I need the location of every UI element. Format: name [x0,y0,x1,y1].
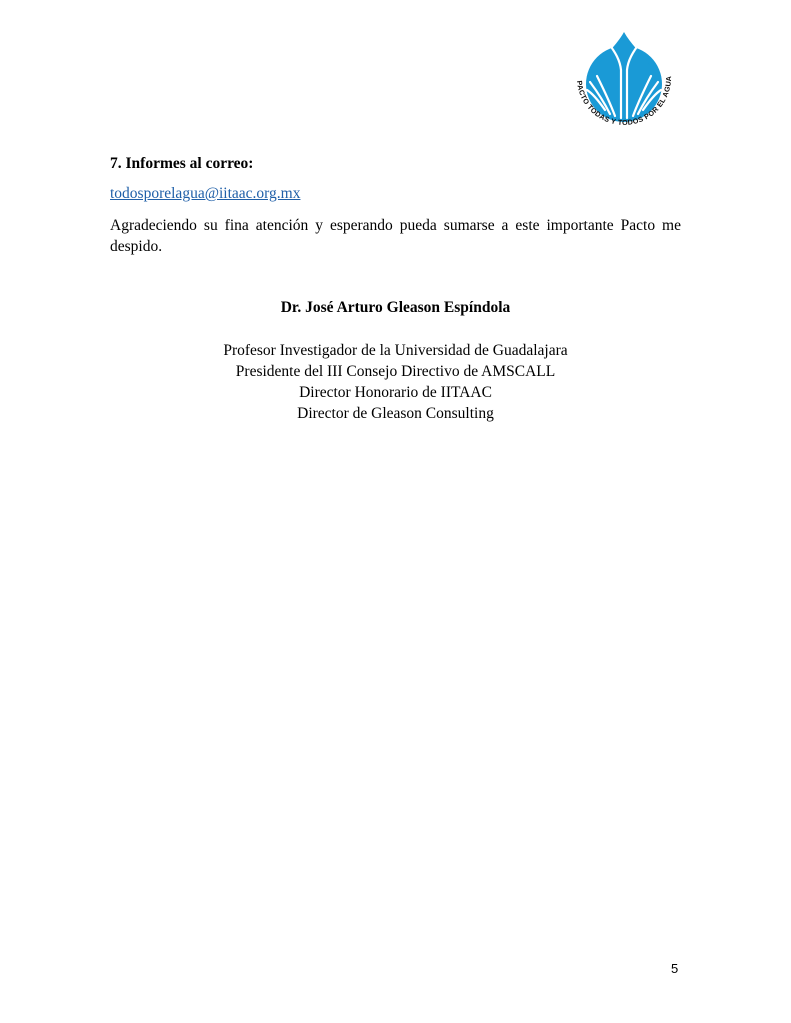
hands-water-drop-logo-icon [563,30,685,148]
signer-title: Profesor Investigador de la Universidad de Guadalajara [223,342,568,359]
pacto-agua-logo [563,30,685,148]
closing-paragraph: Agradeciendo su fina atención y esperando pueda sumarse a este importante Pacto me despido. [110,217,681,255]
signer-name: Dr. José Arturo Gleason Espíndola [280,299,511,316]
signer-title: Director Honorario de IITAAC [299,384,492,401]
logo-ring-text: PACTO TODAS Y TODOS POR EL AGUA [575,75,674,128]
signer-titles [0,340,791,424]
signer-title: Presidente del III Consejo Directivo de AMSCALL [235,363,556,380]
signer-title: Director de Gleason Consulting [297,405,494,422]
email-link[interactable]: todosporelagua@iitaac.org.mx [110,185,301,202]
section-heading: 7. Informes al correo: [110,155,254,172]
page-number: 5 [671,961,679,976]
